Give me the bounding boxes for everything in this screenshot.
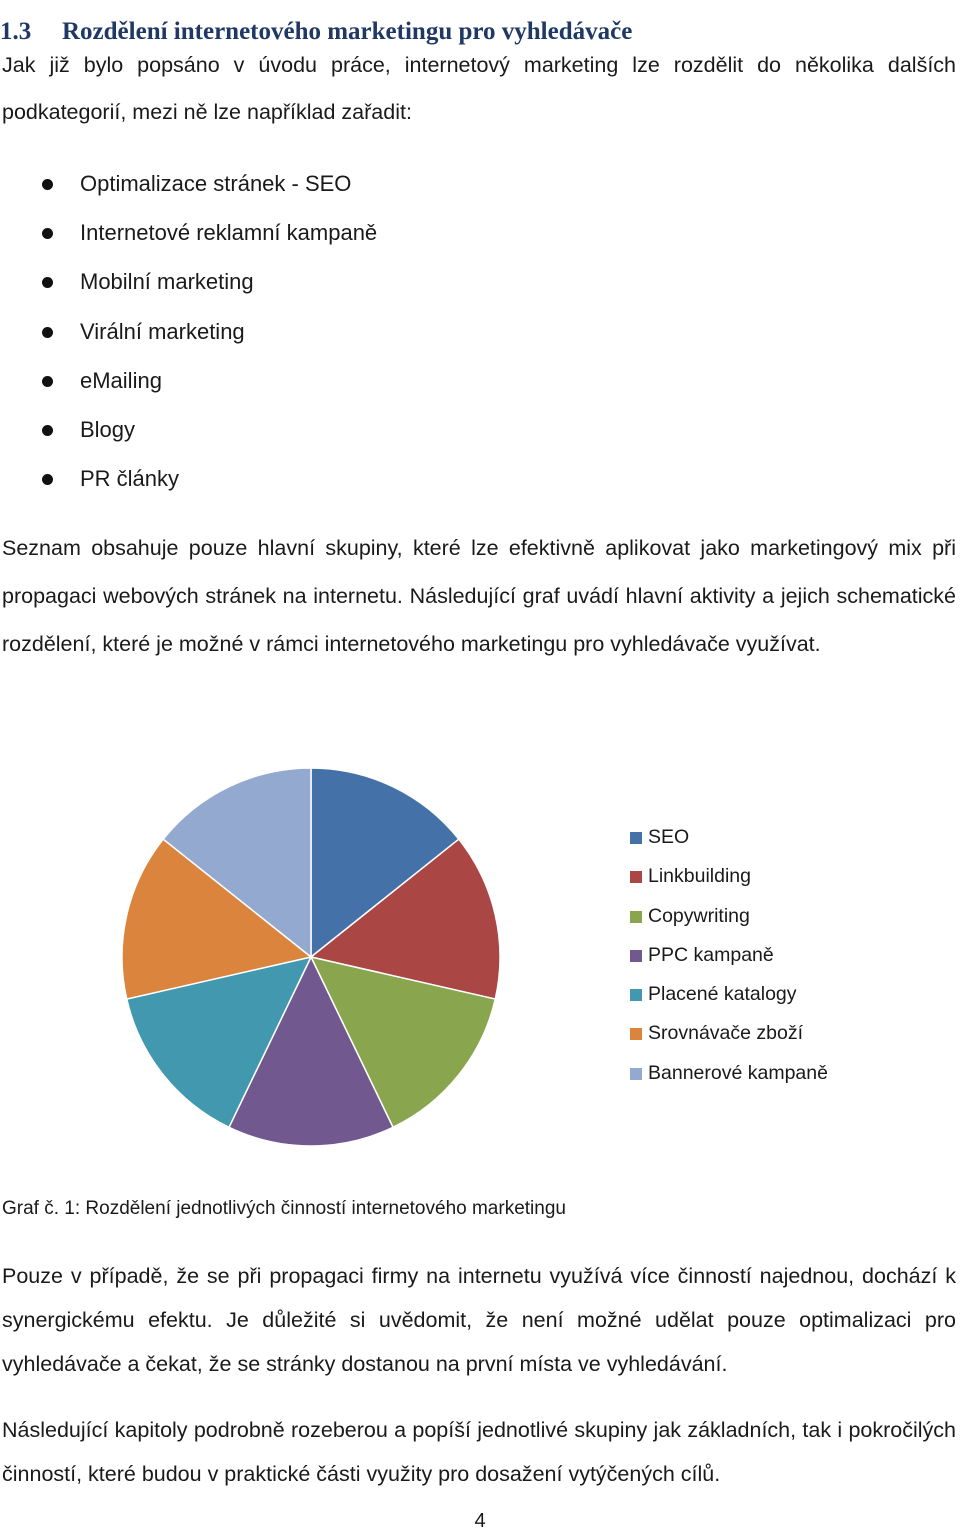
bullet-text: eMailing (80, 367, 162, 393)
legend-swatch-icon (630, 832, 642, 844)
body-paragraph: Seznam obsahuje pouze hlavní skupiny, které lze efektivně aplikovat jako marketingový mix při propagaci webových stránek na internetu. Následující graf uvádí hlavní aktivity a jejich schematické rozdělení, které je možné v rámci internetového marketingu pro vyhledávače využívat. (2, 536, 956, 656)
bullet-text: Mobilní marketing (80, 269, 254, 295)
legend-swatch-icon (630, 1028, 642, 1040)
intro-paragraph: Jak již bylo popsáno v úvodu práce, internetový marketing lze rozdělit do několika dalších podkategorií, mezi ně lze například zařadit: (2, 53, 956, 124)
legend-label: Bannerové kampaně (648, 1061, 828, 1084)
bullet-text: PR články (80, 466, 180, 492)
bullet-dot-icon (42, 327, 53, 338)
section-title: Rozdělení internetového marketingu pro vyhledávače (62, 17, 633, 45)
figure-caption: Graf č. 1: Rozdělení jednotlivých činností internetového marketingu (2, 1198, 566, 1219)
legend-label: Srovnávače zboží (648, 1022, 804, 1045)
bullet-dot-icon (42, 425, 53, 436)
legend-label: PPC kampaně (648, 943, 774, 966)
page-number: 4 (474, 1510, 486, 1532)
bullet-text: Blogy (80, 416, 136, 442)
bullet-dot-icon (42, 277, 53, 288)
legend-label: SEO (648, 826, 690, 848)
legend-swatch-icon (630, 989, 642, 1001)
pie-chart (0, 740, 600, 1170)
legend-label: Copywriting (648, 904, 750, 927)
legend-swatch-icon (630, 871, 642, 883)
bullet-dot-icon (42, 179, 53, 190)
legend-label: Linkbuilding (648, 865, 751, 888)
bullet-dot-icon (42, 376, 53, 387)
section-number: 1.3 (0, 17, 32, 45)
legend-swatch-icon (630, 1068, 642, 1080)
body-paragraph: Následující kapitoly podrobně rozeberou a popíší jednotlivé skupiny jak základních, tak i pokročilých činností, které budou v praktické části využity pro dosažení vytýčených cílů. (2, 1418, 956, 1486)
legend-label: Placené katalogy (648, 983, 797, 1006)
bullet-text: Virální marketing (80, 318, 245, 344)
body-paragraph: Pouze v případě, že se při propagaci firmy na internetu využívá více činností najednou, dochází k synergickému efektu. Je důležité si uvědomit, že není možné udělat pouze optimalizaci pro vyhledávače a čekat, že se stránky dostanou na první místa ve vyhledávání. (2, 1264, 956, 1376)
legend-swatch-icon (630, 950, 642, 962)
bullet-text: Internetové reklamní kampaně (80, 220, 378, 246)
bullet-dot-icon (42, 228, 53, 239)
bullet-text: Optimalizace stránek - SEO (80, 171, 352, 196)
legend-swatch-icon (630, 911, 642, 923)
bullet-dot-icon (42, 474, 53, 485)
